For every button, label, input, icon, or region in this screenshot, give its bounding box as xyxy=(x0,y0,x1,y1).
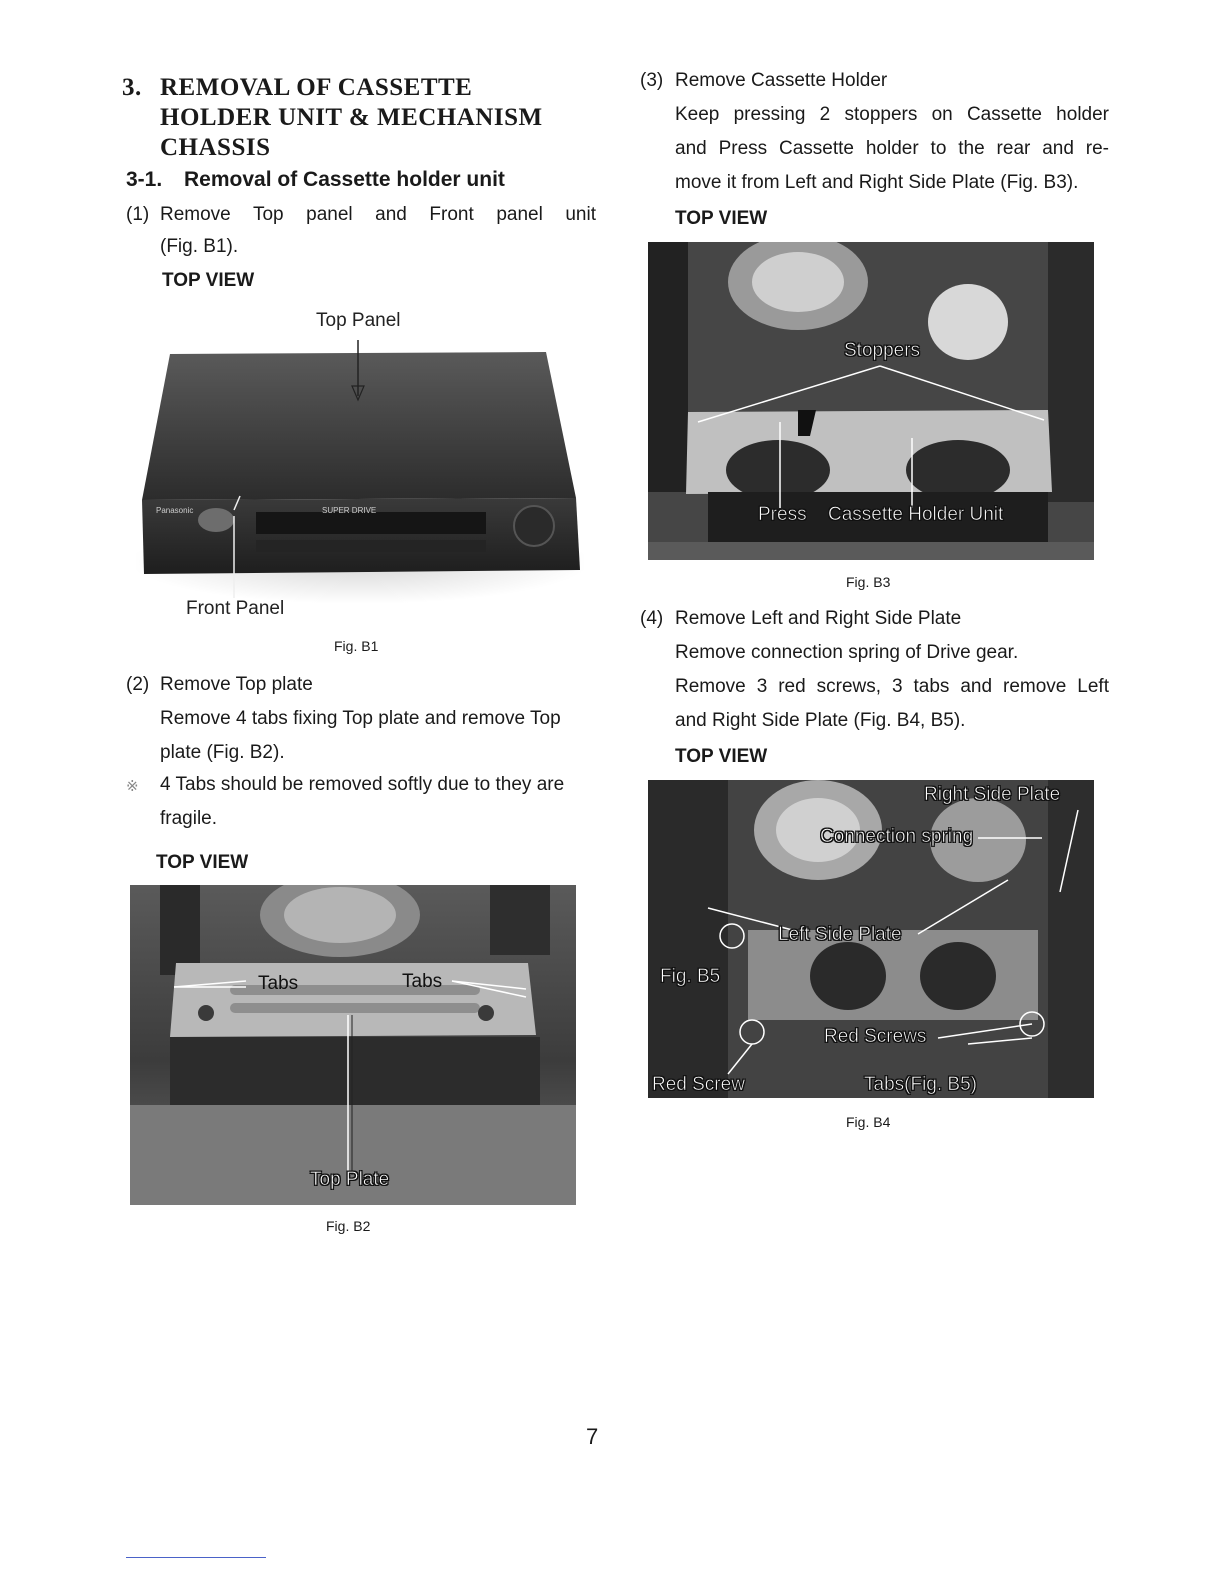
step-1-number: (1) xyxy=(126,204,150,225)
fig-b1-display: SUPER DRIVE xyxy=(322,506,377,515)
fig-b2-tabs-right-label: Tabs xyxy=(402,971,443,992)
step-2-line-2: plate (Fig. B2). xyxy=(160,742,285,763)
fig-b4-right-side-plate-label: Right Side Plate xyxy=(924,784,1061,805)
fig-b4-connection-spring-label: Connection spring xyxy=(820,826,974,847)
step-4-line-1: Remove connection spring of Drive gear. xyxy=(675,642,1019,663)
step-2-number: (2) xyxy=(126,674,150,695)
fig-b2-tabs-left-label: Tabs xyxy=(258,973,299,994)
note-line-1: 4 Tabs should be removed softly due to they are xyxy=(160,774,565,795)
note-mark: ※ xyxy=(126,778,139,795)
step-1-line-2: (Fig. B1). xyxy=(160,236,239,257)
step-4-title: Remove Left and Right Side Plate xyxy=(675,608,962,629)
fig-b1-front-panel-label: Front Panel xyxy=(186,598,285,619)
step-1-line-1: Remove Top panel and Front panel unit xyxy=(160,204,596,225)
fig-b3-stoppers-label: Stoppers xyxy=(844,340,921,361)
subsection-number: 3-1. xyxy=(126,168,163,191)
fig-b4-red-screw-label: Red Screw xyxy=(652,1074,745,1095)
footer-rule xyxy=(126,1557,266,1558)
fig-b2-view-label: TOP VIEW xyxy=(156,852,249,873)
note-line-2: fragile. xyxy=(160,808,218,829)
fig-b1-top-panel-label: Top Panel xyxy=(316,310,401,331)
step-3-title: Remove Cassette Holder xyxy=(675,70,888,91)
subsection-title: Removal of Cassette holder unit xyxy=(184,168,505,191)
page-number: 7 xyxy=(586,1424,599,1449)
step-3-line-3: move it from Left and Right Side Plate (Fig. B3). xyxy=(675,172,1079,193)
fig-b4-fig-b5-label: Fig. B5 xyxy=(660,966,721,987)
step-4-line-3: and Right Side Plate (Fig. B4, B5). xyxy=(675,710,966,731)
section-title-line-1: REMOVAL OF CASSETTE xyxy=(160,74,473,101)
step-3-line-2: and Press Cassette holder to the rear and re- xyxy=(675,138,1109,159)
section-number: 3. xyxy=(122,74,142,101)
fig-b3-photo xyxy=(648,242,1094,560)
step-4-number: (4) xyxy=(640,608,664,629)
fig-b1-figure xyxy=(136,300,584,630)
fig-b3-caption: Fig. B3 xyxy=(846,574,891,590)
fig-b3-view-label: TOP VIEW xyxy=(675,208,768,229)
step-4-line-2: Remove 3 red screws, 3 tabs and remove Left xyxy=(675,676,1109,697)
fig-b2-top-plate-label: Top Plate xyxy=(310,1169,390,1190)
fig-b4-photo xyxy=(648,780,1094,1098)
vcr-illustration xyxy=(136,300,584,630)
section-title-line-3: CHASSIS xyxy=(160,134,271,161)
fig-b2-drawing xyxy=(130,885,576,1205)
section-title-line-2: HOLDER UNIT & MECHANISM xyxy=(160,104,543,131)
fig-b4-left-side-plate-label: Left Side Plate xyxy=(778,924,902,945)
fig-b1-brand: Panasonic xyxy=(156,506,194,515)
fig-b3-press-label: Press xyxy=(758,504,807,525)
fig-b4-tabs-fig-label: Tabs(Fig. B5) xyxy=(864,1074,977,1095)
fig-b2-caption: Fig. B2 xyxy=(326,1218,371,1234)
fig-b1-caption: Fig. B1 xyxy=(334,638,379,654)
step-2-title: Remove Top plate xyxy=(160,674,313,695)
fig-b2-photo xyxy=(130,885,576,1205)
fig-b3-holder-unit-label: Cassette Holder Unit xyxy=(828,504,1004,525)
fig-b1-view-label: TOP VIEW xyxy=(162,270,255,291)
step-3-line-1: Keep pressing 2 stoppers on Cassette holder xyxy=(675,104,1109,125)
fig-b4-caption: Fig. B4 xyxy=(846,1114,891,1130)
fig-b4-view-label: TOP VIEW xyxy=(675,746,768,767)
fig-b4-red-screws-label: Red Screws xyxy=(824,1026,927,1047)
step-2-line-1: Remove 4 tabs fixing Top plate and remove Top xyxy=(160,708,561,729)
step-3-number: (3) xyxy=(640,70,664,91)
